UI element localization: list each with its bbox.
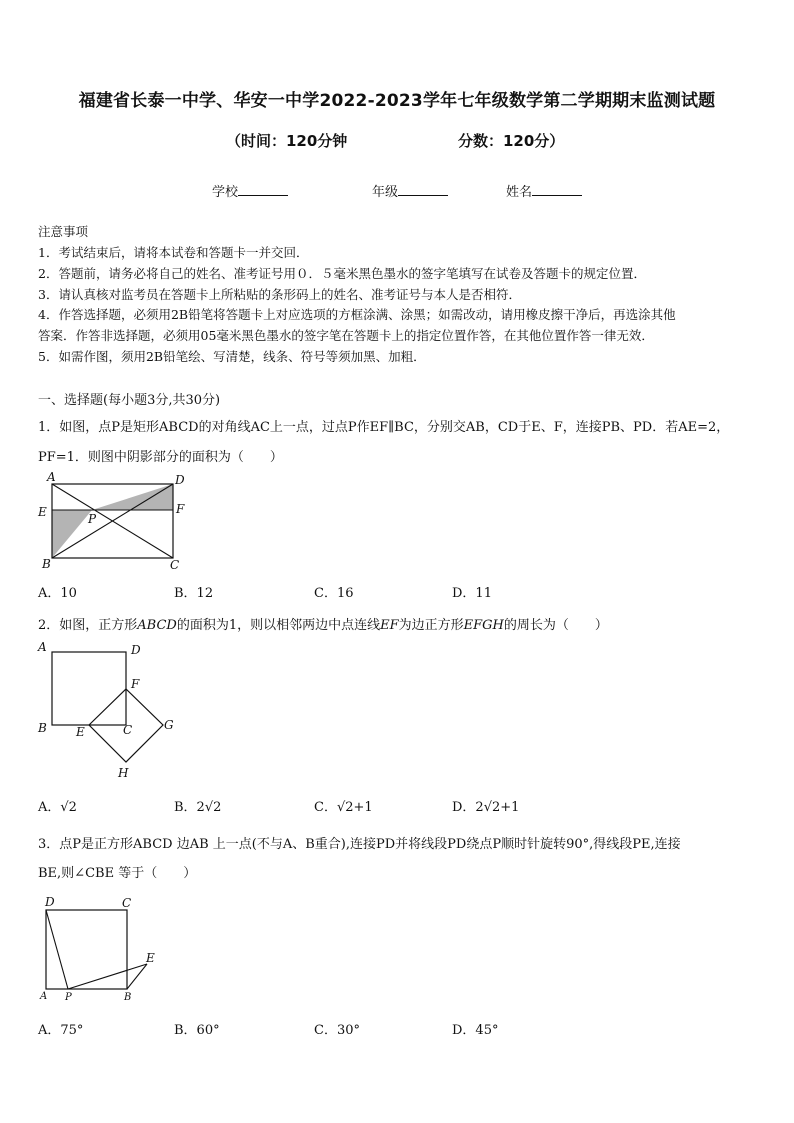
- q1-option-c[interactable]: C．16: [314, 586, 354, 601]
- q1-option-b[interactable]: B．12: [174, 586, 214, 601]
- q3-label-A: A: [40, 991, 48, 1002]
- q1-shade-right: [92, 484, 173, 510]
- q3-text-line2: BE,则∠CBE 等于（ ）: [38, 866, 197, 881]
- grade-field: [372, 181, 448, 200]
- q2-figure: [30, 638, 190, 784]
- q3-label-D: D: [45, 895, 55, 909]
- q3-label-C: C: [122, 896, 132, 910]
- q2-square-abcd: [52, 652, 126, 725]
- q2-text: [38, 614, 608, 633]
- q1-label-D: D: [175, 473, 185, 487]
- q1-label-F: F: [176, 502, 185, 516]
- q3-square-abcd: [46, 910, 127, 989]
- name-label: 姓名: [506, 185, 533, 200]
- q1-option-d[interactable]: D．11: [452, 586, 492, 601]
- grade-blank[interactable]: [398, 183, 448, 196]
- q1-figure: [30, 470, 200, 574]
- q1-shade-left: [52, 510, 92, 558]
- q3-text-line1: 3．点P是正方形ABCD 边AB 上一点(不与A、B重合),连接PD并将线段PD绕点P顺时针旋转90°,得线段PE,连接: [38, 837, 681, 852]
- score-label: 分数：120分）: [458, 132, 565, 150]
- notice-item: 4．作答选择题，必须用2B铅笔将答题卡上对应选项的方框涂满、涂黑；如需改动，请用橡皮擦干净后，再选涂其他: [38, 307, 676, 322]
- school-blank[interactable]: [238, 183, 288, 196]
- q2-label-G: G: [164, 718, 174, 732]
- q2-label-B: B: [38, 721, 47, 735]
- name-blank[interactable]: [532, 183, 582, 196]
- q1-label-A: A: [47, 470, 56, 484]
- notice-item: 3．请认真核对监考员在答题卡上所粘贴的条形码上的姓名、准考证号与本人是否相符．: [38, 287, 521, 302]
- notice-item: 5．如需作图，须用2B铅笔绘、写清楚，线条、符号等须加黑、加粗．: [38, 349, 426, 364]
- q2-label-A: A: [38, 640, 47, 654]
- q2-label-D: D: [131, 643, 141, 657]
- q2-option-a[interactable]: A．√2: [38, 800, 77, 815]
- school-label: 学校: [212, 185, 239, 200]
- q2-label-C: C: [123, 723, 133, 737]
- time-label: （时间：120分钟: [226, 132, 348, 150]
- notice-heading: 注意事项: [38, 224, 89, 239]
- school-field: [212, 181, 288, 200]
- q1-label-B: B: [42, 557, 51, 571]
- q1-text-line2: PF=1．则图中阴影部分的面积为（ ）: [38, 450, 283, 465]
- q2-option-d[interactable]: D．2√2+1: [452, 800, 520, 815]
- q1-label-C: C: [170, 558, 180, 572]
- notice-item: 1．考试结束后，请将本试卷和答题卡一并交回．: [38, 245, 309, 260]
- q2-text-mid2: 为边正方形: [398, 618, 464, 633]
- q2-label-E: E: [76, 725, 85, 739]
- q2-text-abcd: ABCD: [137, 618, 177, 633]
- q2-text-ef: EF: [380, 618, 399, 633]
- notice-item: 答案．作答非选择题，必须用05毫米黑色墨水的签字笔在答题卡上的指定位置作答，在其他位置作答一律无效．: [38, 328, 654, 343]
- q3-label-B: B: [124, 992, 132, 1003]
- name-field: [506, 181, 582, 200]
- q1-option-a[interactable]: A．10: [38, 586, 77, 601]
- q3-label-E: E: [146, 951, 155, 965]
- q3-option-b[interactable]: B．60°: [174, 1023, 220, 1038]
- q3-option-a[interactable]: A．75°: [38, 1023, 84, 1038]
- q3-option-c[interactable]: C．30°: [314, 1023, 360, 1038]
- q3-figure: [32, 892, 162, 1004]
- grade-label: 年级: [372, 185, 399, 200]
- q1-text-line1: 1．如图，点P是矩形ABCD的对角线AC上一点，过点P作EF∥BC，分别交AB，CD于E、F，连接PB、PD．若AE=2，: [38, 420, 730, 435]
- q2-text-prefix: 2．如图，正方形: [38, 618, 138, 633]
- q2-text-suffix: 的周长为（ ）: [503, 618, 608, 633]
- q2-option-c[interactable]: C．√2+1: [314, 800, 373, 815]
- q2-label-F: F: [131, 677, 140, 691]
- q2-label-H: H: [118, 766, 129, 780]
- notice-item: 2．答题前，请务必将自己的姓名、准考证号用０．５毫米黑色墨水的签字笔填写在试卷及答题卡的规定位置．: [38, 266, 646, 281]
- section-heading: 一、选择题(每小题3分,共30分): [38, 393, 221, 408]
- q1-label-P: P: [88, 512, 97, 526]
- q2-text-efgh: EFGH: [463, 618, 504, 633]
- q2-text-mid1: 的面积为1，则以相邻两边中点连线: [176, 618, 381, 633]
- page-title: 福建省长泰一中学、华安一中学2022-2023学年七年级数学第二学期期末监测试题: [78, 91, 716, 111]
- q2-option-b[interactable]: B．2√2: [174, 800, 222, 815]
- q3-option-d[interactable]: D．45°: [452, 1023, 499, 1038]
- q1-label-E: E: [38, 505, 47, 519]
- q3-label-P: P: [65, 992, 72, 1003]
